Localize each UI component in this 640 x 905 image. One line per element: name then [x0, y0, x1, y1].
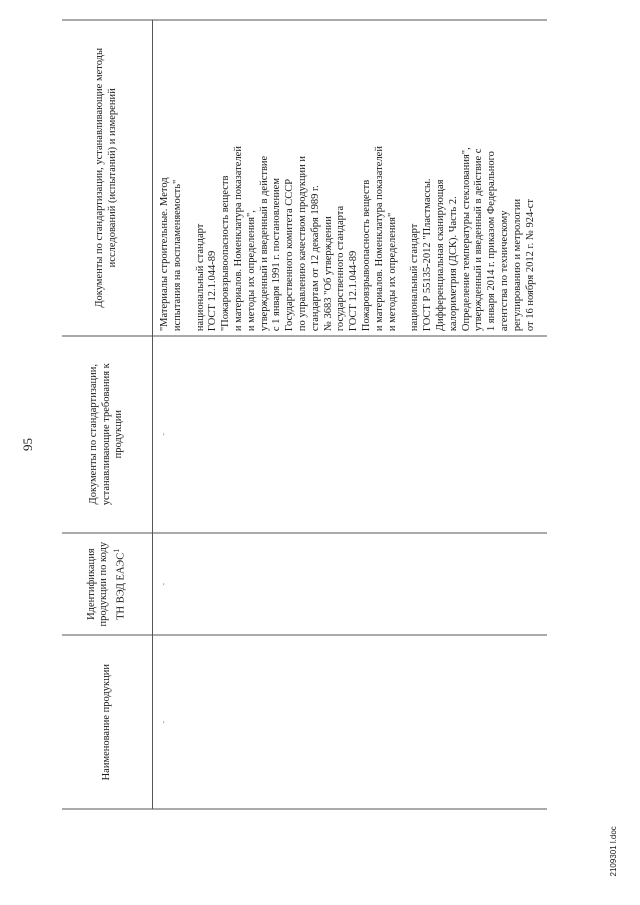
standard-entry-flammability [159, 25, 185, 332]
entry-line: с 1 января 1991 г. постановлением [271, 178, 283, 332]
standards-table [62, 20, 547, 810]
standard-entry-gost-r-55135-2012 [409, 25, 537, 332]
entry-line: Государственного комитета СССР [284, 178, 296, 332]
entry-line: калориметрия (ДСК). Часть 2. [447, 196, 459, 332]
entry-line: регулированию и метрологии [511, 198, 523, 332]
entry-line: Пожаровзрывоопасность веществ [360, 179, 372, 332]
empty-cell-mark: - [159, 720, 168, 724]
entry-line: по управлению качеством продукции и [296, 155, 308, 332]
cell-product-name [153, 635, 548, 809]
entry-line: Дифференциальная сканирующая [434, 179, 446, 332]
entry-line: "Пожаровзрывоопасность веществ [220, 175, 232, 332]
entry-line: национальный стандарт [409, 223, 421, 332]
entry-line: ГОСТ Р 55135-2012 "Пластмассы. [422, 178, 434, 332]
entry-line: ГОСТ 12.1.044-89 [207, 250, 219, 332]
entry-line: № 3683 "Об утверждении [322, 216, 334, 332]
cell-tn-ved-code [153, 533, 548, 636]
entry-line: и методы их определения" [386, 212, 398, 332]
header-tn-ved-code [62, 533, 153, 636]
entry-line: испытания на воспламеняемость" [171, 179, 183, 332]
entry-line: государственного стандарта [335, 205, 347, 332]
entry-line: национальный стандарт [194, 223, 206, 332]
entry-line: утвержденный и введенный в действие с [473, 148, 485, 332]
entry-line: Определение температуры стеклования", [460, 147, 472, 332]
header-tn-ved-footnote-mark: 1 [111, 548, 122, 553]
file-name-footer: 2109301 l.doc [609, 826, 618, 877]
cell-requirement-documents [153, 336, 548, 533]
entry-line: агентства по техническому [498, 210, 510, 332]
entry-line: ГОСТ 12.1.044-89 [348, 250, 360, 332]
table-header-row [62, 20, 153, 809]
entry-line: 1 января 2014 г. приказом Федерального [486, 151, 498, 332]
entry-line: от 16 ноября 2012 г. № 924-ст [524, 198, 536, 332]
table-row [153, 20, 548, 809]
empty-cell-mark: - [159, 432, 168, 436]
header-test-method-documents: Документы по стандартизации, устанавливающие методы исследований (испытаний) и измерений [62, 20, 153, 336]
header-product-name: Наименование продукции [62, 635, 153, 809]
entry-line: и материалов. Номенклатура показателей [373, 146, 385, 332]
header-tn-ved-code-text: Идентификация продукции по коду ТН ВЭД ЕАЭС [85, 541, 127, 627]
entry-line: "Материалы строительные. Метод [159, 177, 170, 332]
cell-test-method-documents [153, 20, 548, 336]
entry-line: утвержденный и введенный в действие [258, 155, 270, 332]
entry-line: и методы их определения", [245, 210, 257, 332]
page-number: 95 [20, 438, 35, 451]
header-requirement-documents: Документы по стандартизации, устанавливающие требования к продукции [62, 336, 153, 533]
empty-cell-mark: - [159, 582, 168, 586]
entry-line: и материалов. Номенклатура показателей [232, 146, 244, 332]
standard-entry-gost-12-1-044-89 [195, 25, 400, 332]
entry-line: стандартам от 12 декабря 1989 г. [309, 185, 321, 332]
